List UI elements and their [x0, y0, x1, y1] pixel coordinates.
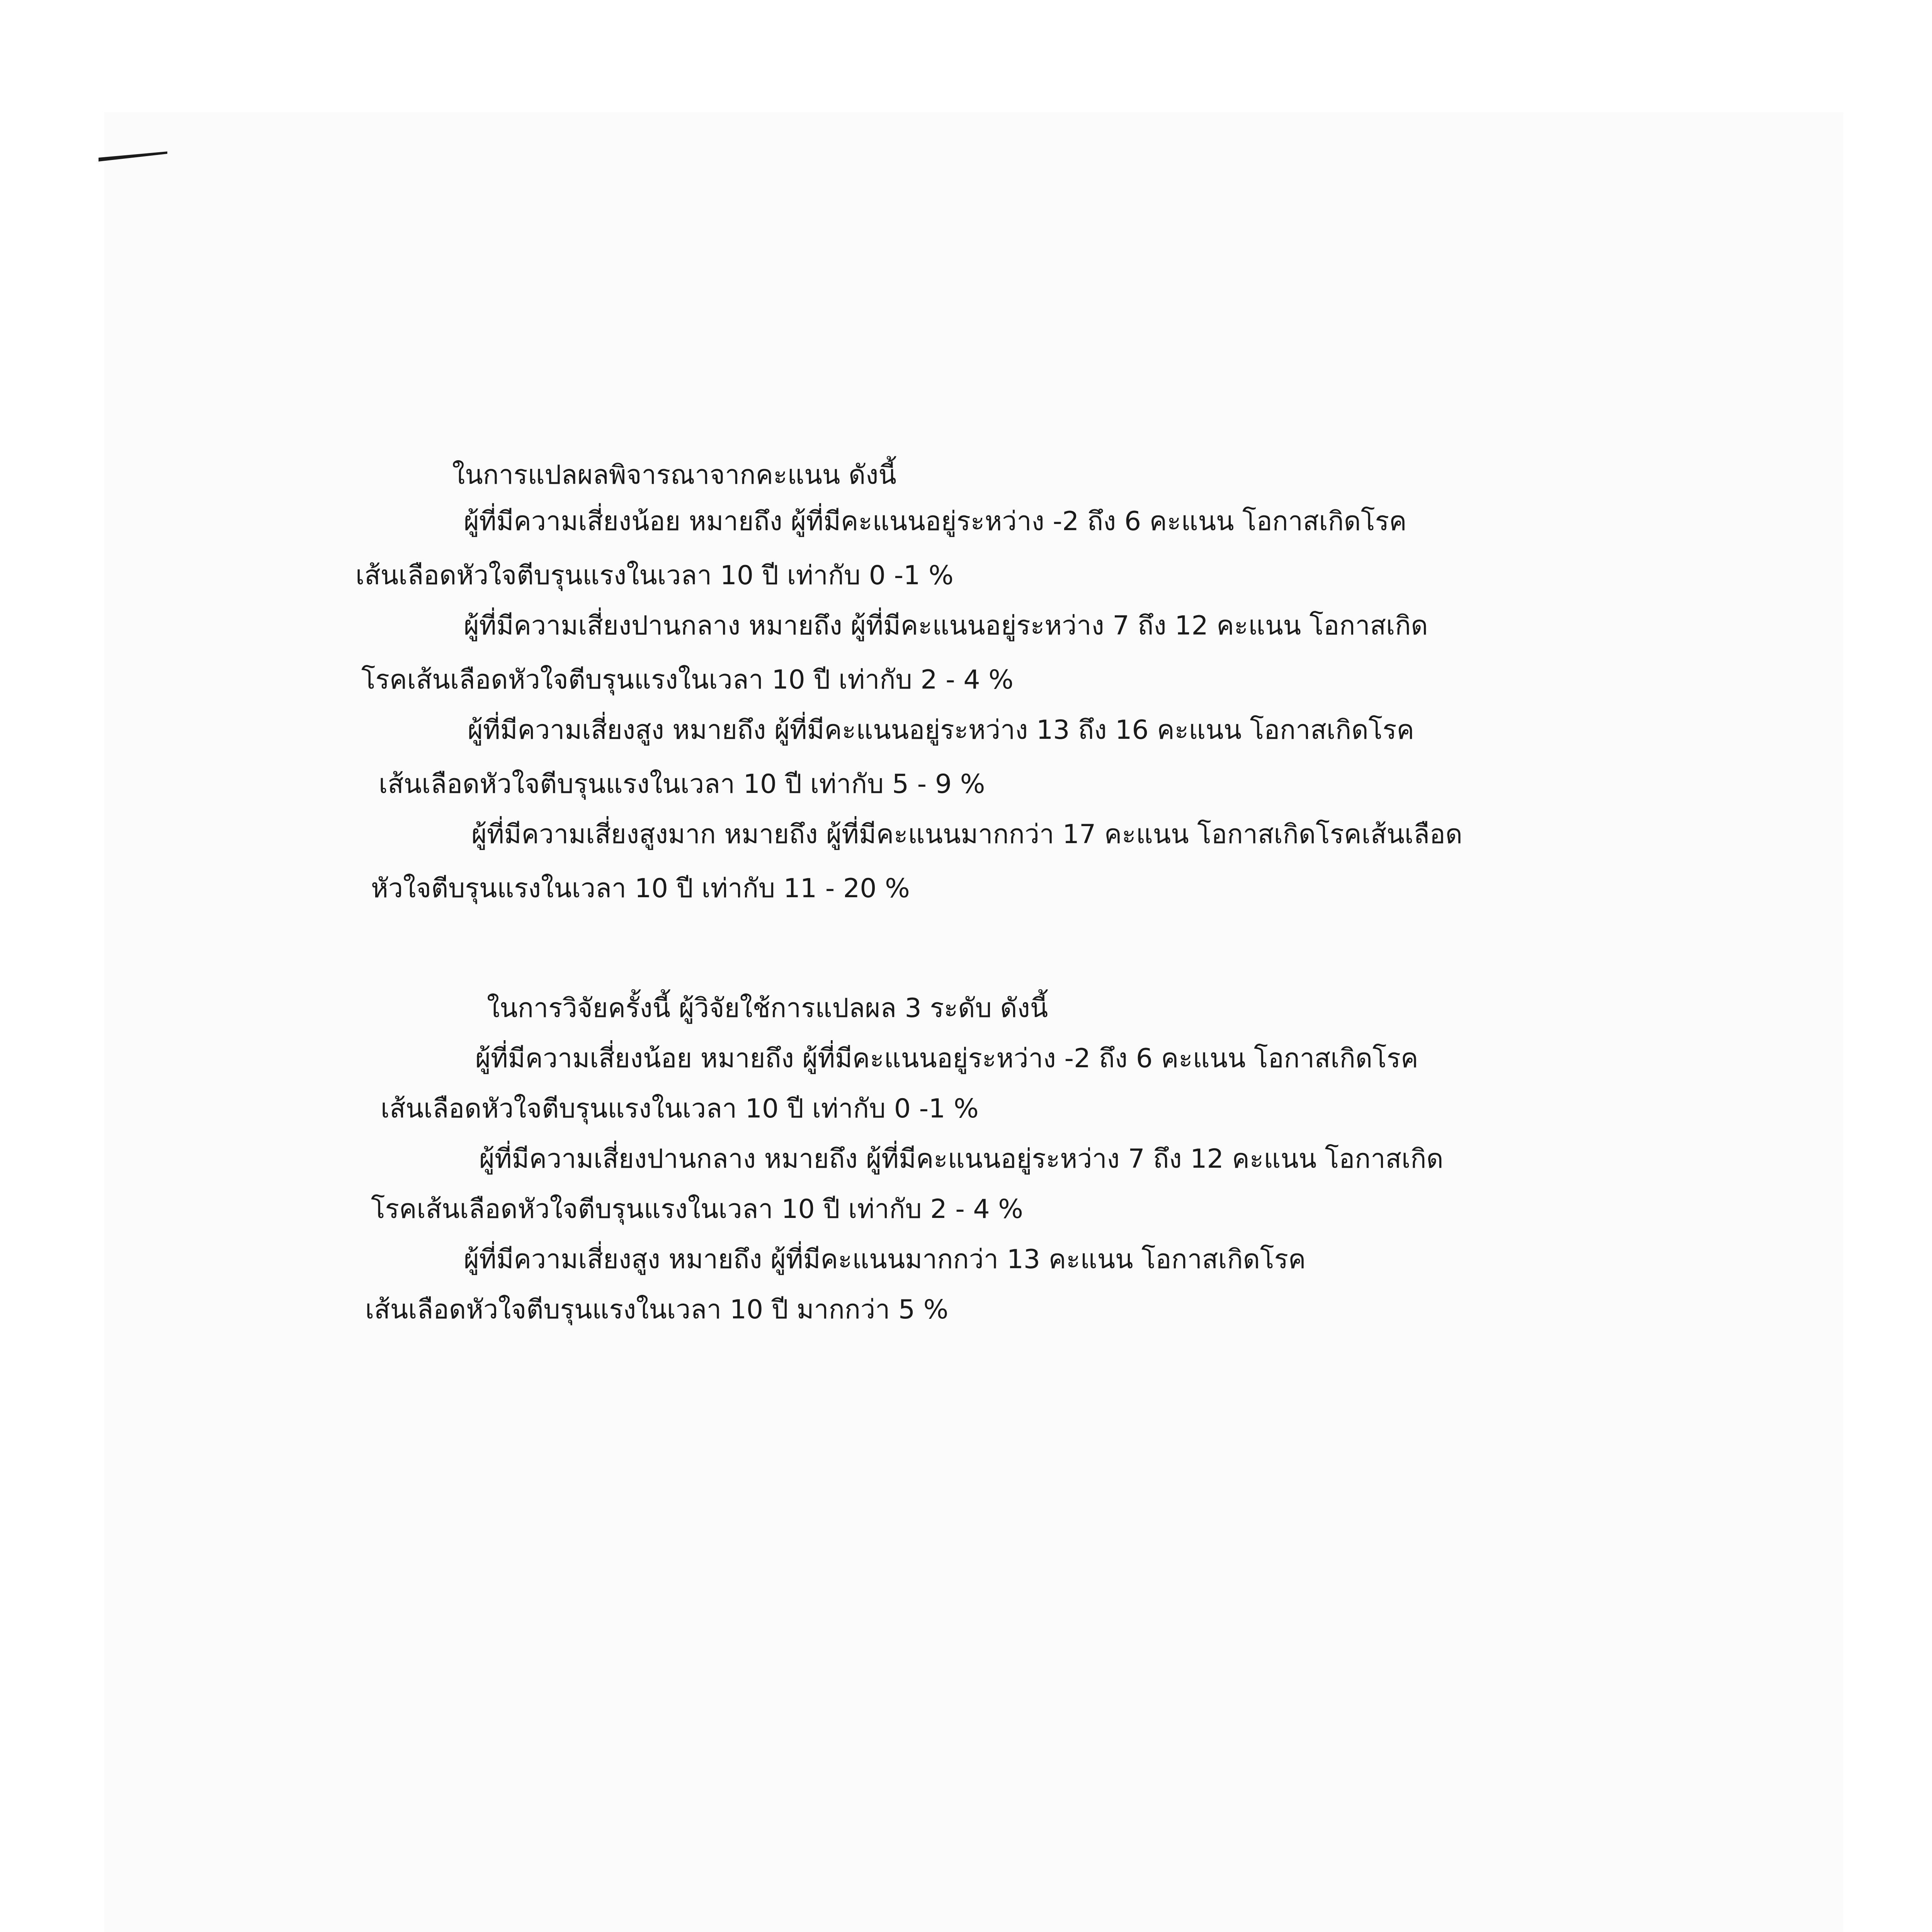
section2-item1-line1: ผู้ที่มีความเสี่ยงน้อย หมายถึง ผู้ที่มีคะแนนอยู่ระหว่าง -2 ถึง 6 คะแนน โอกาสเกิดโรค [475, 1043, 1418, 1074]
section1-item4-line1: ผู้ที่มีความเสี่ยงสูงมาก หมายถึง ผู้ที่มีคะแนนมากกว่า 17 คะแนน โอกาสเกิดโรคเส้นเลือด [471, 819, 1463, 850]
section2-item2-line2: โรคเส้นเลือดหัวใจตีบรุนแรงในเวลา 10 ปี เท่ากับ 2 - 4 % [371, 1194, 1023, 1225]
section1-item2-line2: โรคเส้นเลือดหัวใจตีบรุนแรงในเวลา 10 ปี เท่ากับ 2 - 4 % [361, 665, 1014, 695]
section2-item2-line1: ผู้ที่มีความเสี่ยงปานกลาง หมายถึง ผู้ที่มีคะแนนอยู่ระหว่าง 7 ถึง 12 คะแนน โอกาสเกิด [479, 1144, 1444, 1174]
section1-intro: ในการแปลผลพิจารณาจากคะแนน ดังนี้ [452, 460, 896, 490]
section2-item3-line2: เส้นเลือดหัวใจตีบรุนแรงในเวลา 10 ปี มากกว่า 5 % [365, 1294, 949, 1325]
section1-item3-line1: ผู้ที่มีความเสี่ยงสูง หมายถึง ผู้ที่มีคะแนนอยู่ระหว่าง 13 ถึง 16 คะแนน โอกาสเกิดโรค [468, 715, 1415, 745]
section2-intro: ในการวิจัยครั้งนี้ ผู้วิจัยใช้การแปลผล 3 ระดับ ดังนี้ [487, 993, 1048, 1024]
section1-item4-line2: หัวใจตีบรุนแรงในเวลา 10 ปี เท่ากับ 11 - 20 % [371, 873, 910, 904]
section1-item1-line1: ผู้ที่มีความเสี่ยงน้อย หมายถึง ผู้ที่มีคะแนนอยู่ระหว่าง -2 ถึง 6 คะแนน โอกาสเกิดโรค [464, 506, 1407, 537]
section1-item3-line2: เส้นเลือดหัวใจตีบรุนแรงในเวลา 10 ปี เท่ากับ 5 - 9 % [379, 769, 985, 799]
section2-item1-line2: เส้นเลือดหัวใจตีบรุนแรงในเวลา 10 ปี เท่ากับ 0 -1 % [381, 1094, 979, 1124]
section1-item2-line1: ผู้ที่มีความเสี่ยงปานกลาง หมายถึง ผู้ที่มีคะแนนอยู่ระหว่าง 7 ถึง 12 คะแนน โอกาสเกิด [464, 611, 1428, 641]
section2-item3-line1: ผู้ที่มีความเสี่ยงสูง หมายถึง ผู้ที่มีคะแนนมากกว่า 13 คะแนน โอกาสเกิดโรค [464, 1244, 1306, 1275]
section1-item1-line2: เส้นเลือดหัวใจตีบรุนแรงในเวลา 10 ปี เท่ากับ 0 -1 % [355, 560, 954, 591]
